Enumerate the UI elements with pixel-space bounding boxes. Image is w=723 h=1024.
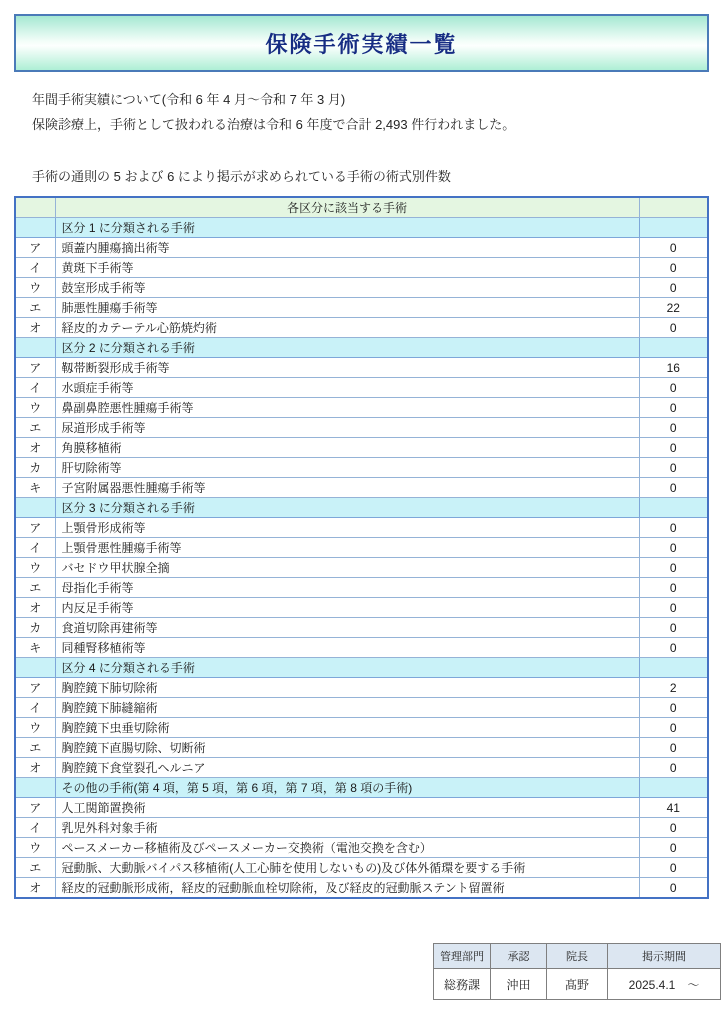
procedure-row-label: キ [15, 638, 55, 658]
section-label-cell [15, 338, 55, 358]
procedure-row [15, 438, 708, 458]
procedure-row [15, 878, 708, 899]
procedure-row [15, 238, 708, 258]
procedure-row-label: イ [15, 538, 55, 558]
approval-header-cell: 承認 [491, 944, 547, 969]
procedure-row-label: ウ [15, 278, 55, 298]
procedure-row-label: イ [15, 258, 55, 278]
procedure-row-label: オ [15, 438, 55, 458]
procedure-row-label: オ [15, 598, 55, 618]
procedure-count: 0 [639, 638, 708, 658]
procedure-count: 0 [639, 598, 708, 618]
procedure-name: 上顎骨形成術等 [55, 518, 639, 538]
procedure-row [15, 698, 708, 718]
procedure-row [15, 398, 708, 418]
procedure-name: ペースメーカー移植術及びペースメーカー交換術（電池交換を含む） [55, 838, 639, 858]
procedure-row-label: オ [15, 758, 55, 778]
procedure-row [15, 458, 708, 478]
approval-value-cell: 髙野 [547, 969, 608, 1000]
procedure-count: 0 [639, 538, 708, 558]
procedure-name: 食道切除再建術等 [55, 618, 639, 638]
procedure-count: 0 [639, 458, 708, 478]
procedure-name: 人工関節置換術 [55, 798, 639, 818]
procedure-count: 0 [639, 278, 708, 298]
section-label-cell [15, 658, 55, 678]
procedure-count: 0 [639, 578, 708, 598]
page-title: 保険手術実績一覧 [265, 31, 458, 57]
header-count-cell [639, 197, 708, 218]
procedure-name: バセドウ甲状腺全摘 [55, 558, 639, 578]
procedure-count: 0 [639, 318, 708, 338]
section-header-row [15, 218, 708, 238]
procedure-name: 鼻副鼻腔悪性腫瘍手術等 [55, 398, 639, 418]
procedure-row-label: ウ [15, 838, 55, 858]
procedure-row-label: イ [15, 818, 55, 838]
section-title: 区分 4 に分類される手術 [55, 658, 639, 678]
approval-value-cell: 総務課 [434, 969, 491, 1000]
procedure-count: 0 [639, 558, 708, 578]
intro-line-1: 年間手術実績について(令和 6 年 4 月～令和 7 年 3 月) [32, 92, 346, 107]
procedure-row-label: ア [15, 238, 55, 258]
procedure-name: 母指化手術等 [55, 578, 639, 598]
procedure-name: 経皮的カテーテル心筋焼灼術 [55, 318, 639, 338]
procedure-name: 同種腎移植術等 [55, 638, 639, 658]
procedure-row-label: ア [15, 358, 55, 378]
section-title: 区分 2 に分類される手術 [55, 338, 639, 358]
procedure-name: 上顎骨悪性腫瘍手術等 [55, 538, 639, 558]
section-count-cell [639, 338, 708, 358]
procedure-name: 胸腔鏡下直腸切除、切断術 [55, 738, 639, 758]
procedure-name: 肺悪性腫瘍手術等 [55, 298, 639, 318]
procedure-count: 0 [639, 418, 708, 438]
section-title: 区分 1 に分類される手術 [55, 218, 639, 238]
procedure-row [15, 718, 708, 738]
procedure-name: 頭蓋内腫瘍摘出術等 [55, 238, 639, 258]
procedure-row [15, 378, 708, 398]
procedure-row-label: イ [15, 698, 55, 718]
procedure-row-label: ウ [15, 398, 55, 418]
procedure-row-label: ウ [15, 558, 55, 578]
procedure-row [15, 538, 708, 558]
section-label-cell [15, 778, 55, 798]
procedure-row [15, 558, 708, 578]
procedure-row [15, 258, 708, 278]
section-header-row [15, 658, 708, 678]
intro-line-2: 保険診療上，手術として扱われる治療は令和 6 年度で合計 2,493 件行われました。 [32, 117, 516, 132]
procedure-name: 靱帯断裂形成手術等 [55, 358, 639, 378]
procedure-row-label: ア [15, 798, 55, 818]
procedure-count: 0 [639, 438, 708, 458]
procedure-count: 0 [639, 618, 708, 638]
procedure-row-label: カ [15, 458, 55, 478]
procedure-row [15, 858, 708, 878]
procedure-name: 乳児外科対象手術 [55, 818, 639, 838]
procedure-row-label: エ [15, 298, 55, 318]
section-count-cell [639, 658, 708, 678]
procedure-row [15, 738, 708, 758]
procedure-count: 0 [639, 738, 708, 758]
procedure-name: 黄斑下手術等 [55, 258, 639, 278]
approval-value-cell: 2025.4.1 ～ [608, 969, 721, 1000]
section-title: 区分 3 に分類される手術 [55, 498, 639, 518]
section-header-row [15, 338, 708, 358]
procedure-row [15, 618, 708, 638]
procedure-count: 0 [639, 858, 708, 878]
approval-header-cell: 院長 [547, 944, 608, 969]
procedure-row [15, 478, 708, 498]
procedure-row-label: カ [15, 618, 55, 638]
procedure-count: 0 [639, 718, 708, 738]
procedure-row [15, 598, 708, 618]
section-count-cell [639, 778, 708, 798]
section-count-cell [639, 218, 708, 238]
procedure-row [15, 278, 708, 298]
procedure-count: 0 [639, 698, 708, 718]
procedure-row [15, 298, 708, 318]
procedure-count: 16 [639, 358, 708, 378]
approval-header-cell: 掲示期間 [608, 944, 721, 969]
procedure-name: 尿道形成手術等 [55, 418, 639, 438]
procedure-row [15, 418, 708, 438]
section-label-cell [15, 498, 55, 518]
procedure-count: 0 [639, 818, 708, 838]
title-banner [14, 14, 709, 72]
procedure-name: 水頭症手術等 [55, 378, 639, 398]
procedure-count: 0 [639, 838, 708, 858]
procedure-name: 経皮的冠動脈形成術，経皮的冠動脈血栓切除術，及び経皮的冠動脈ステント留置術 [55, 878, 639, 899]
procedure-row-label: エ [15, 418, 55, 438]
procedure-row [15, 638, 708, 658]
procedure-row [15, 838, 708, 858]
table-header-row [15, 197, 708, 218]
procedure-row-label: ウ [15, 718, 55, 738]
procedure-count: 2 [639, 678, 708, 698]
procedure-name: 冠動脈、大動脈バイパス移植術(人工心肺を使用しないもの)及び体外循環を要する手術 [55, 858, 639, 878]
procedure-count: 41 [639, 798, 708, 818]
procedure-row [15, 318, 708, 338]
procedure-count: 0 [639, 378, 708, 398]
procedure-row-label: エ [15, 858, 55, 878]
procedure-row [15, 358, 708, 378]
procedure-count: 22 [639, 298, 708, 318]
procedure-count: 0 [639, 758, 708, 778]
surgery-table-body [15, 197, 708, 898]
procedure-row [15, 678, 708, 698]
procedure-row [15, 518, 708, 538]
procedure-count: 0 [639, 238, 708, 258]
procedure-row-label: エ [15, 738, 55, 758]
section-label-cell [15, 218, 55, 238]
procedure-count: 0 [639, 258, 708, 278]
procedure-count: 0 [639, 878, 708, 899]
procedure-row-label: オ [15, 318, 55, 338]
approval-header-row [434, 944, 721, 969]
procedure-name: 胸腔鏡下肺縫縮術 [55, 698, 639, 718]
header-label-cell [15, 197, 55, 218]
procedure-row-label: キ [15, 478, 55, 498]
procedure-row-label: ア [15, 518, 55, 538]
procedure-name: 胸腔鏡下食堂裂孔ヘルニア [55, 758, 639, 778]
procedure-name: 内反足手術等 [55, 598, 639, 618]
section-header-row [15, 498, 708, 518]
table-header-title: 各区分に該当する手術 [55, 197, 639, 218]
table-caption: 手術の通則の 5 および 6 により掲示が求められている手術の術式別件数 [32, 169, 451, 184]
procedure-name: 鼓室形成手術等 [55, 278, 639, 298]
procedure-row [15, 818, 708, 838]
approval-value-cell: 沖田 [491, 969, 547, 1000]
procedure-name: 肝切除術等 [55, 458, 639, 478]
section-count-cell [639, 498, 708, 518]
procedure-name: 子宮附属器悪性腫瘍手術等 [55, 478, 639, 498]
procedure-name: 胸腔鏡下虫垂切除術 [55, 718, 639, 738]
procedure-row-label: イ [15, 378, 55, 398]
procedure-count: 0 [639, 478, 708, 498]
procedure-row-label: ア [15, 678, 55, 698]
procedure-count: 0 [639, 398, 708, 418]
procedure-row-label: オ [15, 878, 55, 899]
procedure-row-label: エ [15, 578, 55, 598]
procedure-name: 角膜移植術 [55, 438, 639, 458]
procedure-name: 胸腔鏡下肺切除術 [55, 678, 639, 698]
procedure-row [15, 758, 708, 778]
procedure-row [15, 578, 708, 598]
approval-table [433, 943, 721, 1000]
approval-header-cell: 管理部門 [434, 944, 491, 969]
approval-values-row [434, 969, 721, 1000]
procedure-row [15, 798, 708, 818]
section-title: その他の手術(第 4 項，第 5 項，第 6 項，第 7 項，第 8 項の手術) [55, 778, 639, 798]
section-header-row [15, 778, 708, 798]
procedure-count: 0 [639, 518, 708, 538]
surgery-count-table [14, 196, 709, 899]
